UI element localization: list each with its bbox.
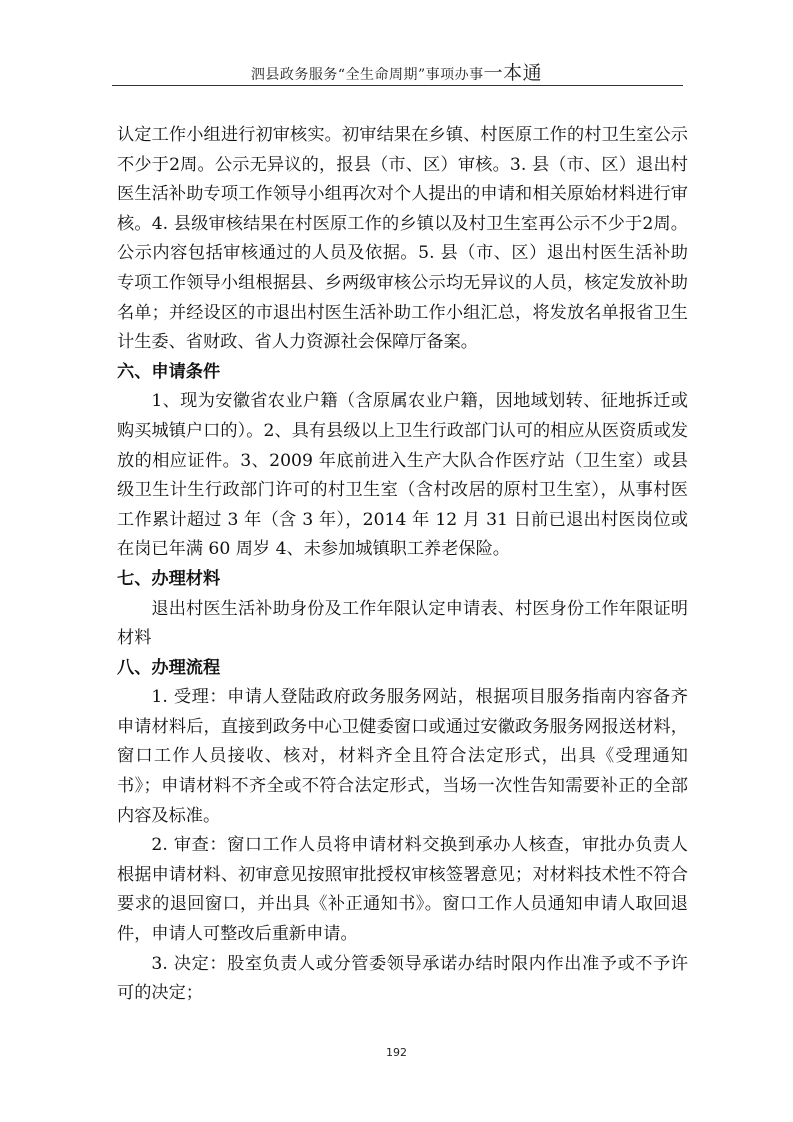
paragraph-process-review: 2. 审查：窗口工作人员将申请材料交换到承办人核查，审批办负责人根据申请材料、初审意见按照审批授权审核签署意见；对材料技术性不符合要求的退回窗口，并出具《补正通知书》。窗口工作人员通知申请人取回退件，申请人可整改后重新申请。	[117, 835, 688, 945]
header-divider	[112, 85, 683, 86]
paragraph-conditions: 1、现为安徽省农业户籍（含原属农业户籍，因地域划转、征地拆迁或购买城镇户口的）。2、具有县级以上卫生行政部门认可的相应从医资质或发放的相应证件。3、2009 年底前进入生产大队合作医疗站（卫生室）或县级卫生计生行政部门许可的村卫生室（含村改居的原村卫生室），从事村医工作累计超过 3 年（含 3 年），2014 年 12 月 31 日前已退出村医岗位或在岗已年满 60 周岁 4、未参加城镇职工养老保险。	[117, 391, 688, 560]
header-title-emphasis: 一本通	[483, 62, 543, 84]
paragraph-materials: 退出村医生活补助身份及工作年限认定申请表、村医身份工作年限证明材料	[117, 598, 688, 649]
header-title: 泗县政务服务“全生命周期”事项办事	[250, 67, 484, 83]
running-header	[0, 58, 793, 85]
page-number: 192	[386, 1046, 407, 1059]
section-heading-conditions: 六、申请条件	[117, 361, 221, 382]
paragraph-process-accept: 1. 受理：申请人登陆政府政务服务网站，根据项目服务指南内容备齐申请材料后，直接到政务中心卫健委窗口或通过安徽政务服务网报送材料，窗口工作人员接收、核对，材料齐全且符合法定形式，出具《受理通知书》；申请材料不齐全或不符合法定形式，当场一次性告知需要补正的全部内容及标准。	[117, 687, 688, 826]
paragraph-continued: 认定工作小组进行初审核实。初审结果在乡镇、村医原工作的村卫生室公示不少于2周。公示无异议的，报县（市、区）审核。3. 县（市、区）退出村医生活补助专项工作领导小组再次对个人提出的申请和相关原始材料进行审核。4. 县级审核结果在村医原工作的乡镇以及村卫生室再公示不少于2周。公示内容包括审核通过的人员及依据。5. 县（市、区）退出村医生活补助专项工作领导小组根据县、乡两级审核公示均无异议的人员，核定发放补助名单；并经设区的市退出村医生活补助工作小组汇总，将发放名单报省卫生计生委、省财政、省人力资源社会保障厅备案。	[117, 125, 688, 353]
paragraph-process-decision: 3. 决定：股室负责人或分管委领导承诺办结时限内作出准予或不予许可的决定；	[117, 953, 688, 1004]
section-heading-materials: 七、办理材料	[117, 568, 221, 589]
section-heading-process: 八、办理流程	[117, 657, 221, 678]
page-body	[117, 121, 688, 1009]
